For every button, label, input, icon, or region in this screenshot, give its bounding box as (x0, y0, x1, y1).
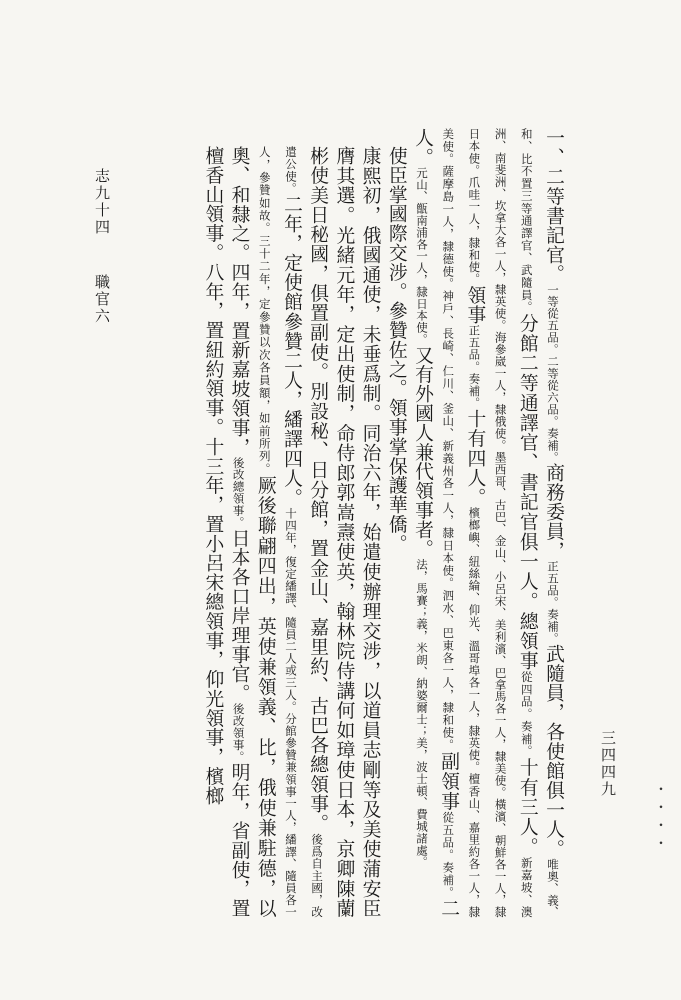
text-run: 二人。 (411, 128, 460, 918)
text-run: 商務委員， (543, 463, 564, 561)
annotation-note: 元山、甑南浦各一人，隸日本使。 (414, 166, 429, 346)
annotation-note: 後改總領事。 (231, 456, 246, 529)
running-head-volume: 志九十四 (93, 168, 111, 236)
text-run: 分館二等通譯官、書記官俱一人。總領事 (516, 313, 538, 671)
text-run: 日本各口岸理事官。 (228, 528, 250, 704)
annotation-note: 新嘉坡、澳洲、南斐洲、坎拿大各一人，隸英使。海參崴一人，隸俄使。墨西哥、古巴、金山、小呂宋、美利濱、巴拿馬各一人，隸美使。橫濱、朝鮮各一人，隸日本使。爪哇一人，隸和使。 (467, 128, 534, 918)
text-run: 一、二等書記官。 (543, 128, 564, 284)
annotation-note: 正五品。奏補。 (546, 560, 560, 645)
text-run: 十有三人。 (516, 757, 538, 857)
text-run: 厥後聯翩四出，英使兼領義、比，俄使兼駐德，以奧、和隸之。四年，置新嘉坡領事， (228, 146, 276, 918)
annotation-note: 正五品。奏補。 (467, 324, 482, 410)
annotation-note: 從四品。奏補。 (519, 670, 534, 758)
edge-marks: ・・・・ (652, 782, 668, 854)
text-run: 使臣掌國際交涉。參贊佐之。領事掌保護華僑。 (385, 146, 407, 554)
annotation-note: 從五品。奏補。 (441, 811, 456, 899)
text-run: 明年，省副使，置檀香山領事。八年，置紐約領事。十三年，置小呂宋總領事，仰光領事，檳榔 (202, 146, 250, 918)
paragraph (383, 146, 409, 918)
main-text (118, 128, 566, 918)
annotation-note: 十四年，復定繙譯、隨員二人或三人。分館參贊兼領事一人，繙譯、隨員各一人，參贊如故。三十二年，定參贊以次各員額，如前所列。 (257, 146, 298, 918)
paragraph (199, 146, 382, 918)
annotation-note: 一等從五品。二等從六品。奏補。 (546, 283, 560, 464)
text-run: 又有外國人兼代領事者。 (411, 345, 433, 559)
paragraph (409, 128, 566, 918)
annotation-note: 後爲自主國，改遣公使。 (283, 146, 325, 918)
text-run: 十有四人。 (464, 409, 486, 507)
annotation-note: 檳榔嶼、紐絲綸、仰光、溫哥埠各一人，隸英使。檀香山、嘉里約各一人，隸美使。薩摩島一人，隸德使。神戶、長崎、仁川、釜山、新義州各一人，隸日本使。泗水、巴東各一人，隸和使。 (441, 128, 482, 918)
running-head-section: 職官六 (93, 274, 111, 325)
page-number: 三四四九 (599, 730, 617, 798)
text-run: 武隨員，各使館俱一人。 (543, 644, 564, 859)
text-run: 二年，定使館參贊二人，繙譯四人。 (280, 194, 302, 508)
annotation-note: 法，馬賽；義，米朗、納婆爾士；美，波士頓、費城諸處。 (414, 558, 429, 868)
text-run: 領事 (464, 285, 486, 325)
text-run: 康熙初，俄國通使，未垂爲制。同治六年，始遣使辦理交涉，以道員志剛等及美使蒲安臣膺其選。光緒元年，定出使制，命侍郎郭嵩燾使英，翰林院侍講何如璋使日本，京卿陳蘭彬使美日秘國，俱置副使。別設秘、日分館，置金山、嘉里約、古巴各總領事。 (307, 146, 381, 918)
text-run: 副領事 (438, 751, 460, 812)
annotation-note: 後改領事。 (231, 703, 246, 763)
annotation-note: 唯奧、義、和、比不置三等通譯官、武隨員。 (519, 128, 560, 918)
running-header (92, 168, 113, 325)
